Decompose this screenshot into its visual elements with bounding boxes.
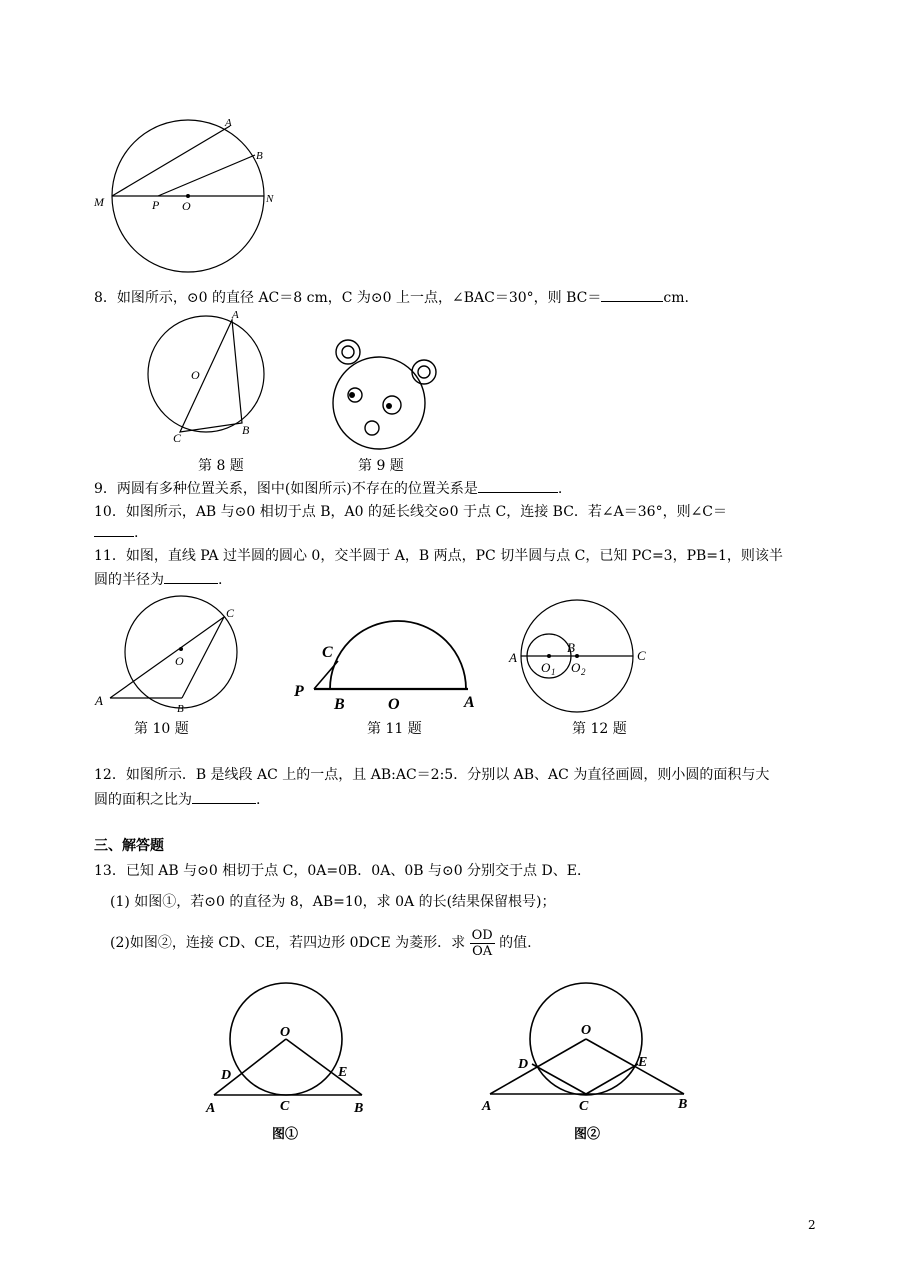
q13-frac-num: OD	[471, 927, 493, 943]
q8-caption: 第 8 题	[198, 458, 244, 474]
q9-caption: 第 9 题	[358, 458, 404, 474]
q13-part2-pre: (2)如图②，连接 CD、CE，若四边形 0DCE 为菱形．求	[110, 935, 466, 951]
q12-label-B: B	[567, 640, 575, 655]
q10-line2-post: .	[134, 525, 139, 541]
q9-answer-blank[interactable]	[478, 478, 558, 493]
q8-text-pre: 8．如图所示，⊙0 的直径 AC＝8 cm，C 为⊙0 上一点，∠BAC＝30°，则 BC＝	[94, 290, 602, 306]
page-number: 2	[808, 1218, 816, 1232]
q8-label-O: O	[191, 368, 200, 382]
q13-fig1-line-OA	[214, 1039, 286, 1095]
q10-label-C: C	[226, 606, 235, 620]
q11-semicircle	[330, 621, 466, 689]
q8-answer-blank[interactable]	[601, 287, 663, 302]
q9-text-pre: 9．两圆有多种位置关系，图中(如图所示)不存在的位置关系是	[94, 481, 478, 497]
q13-frac-den: OA	[472, 943, 493, 959]
q13-fig2-label-C: C	[579, 1099, 589, 1114]
q8-text-post: cm.	[663, 290, 689, 306]
q13-fig1-line-OB	[286, 1039, 362, 1095]
q10-answer-blank[interactable]	[94, 522, 134, 537]
q10-figure	[92, 595, 252, 715]
q7-label-M: M	[94, 195, 104, 209]
q12-label-A: A	[509, 650, 517, 665]
q9-right-ear-inner	[418, 366, 430, 378]
q13-fig1-caption: 图①	[272, 1126, 299, 1141]
q11-label-B: B	[334, 696, 345, 713]
q7-label-A: A	[225, 117, 232, 129]
q13-stem: 13．已知 AB 与⊙0 相切于点 C，0A=0B．0A、0B 与⊙0 分别交于点 D、E．	[94, 863, 591, 879]
q12-dot-O1	[547, 654, 551, 658]
q7-center-dot	[186, 194, 190, 198]
q9-right-ear-outer	[412, 360, 436, 384]
q13-fig1-label-C: C	[280, 1099, 290, 1114]
q12-caption: 第 12 题	[572, 721, 627, 737]
q11-label-P: P	[294, 683, 304, 700]
q12-label-O1: O	[541, 660, 551, 675]
q12-answer-blank[interactable]	[192, 789, 256, 804]
q11-line2-pre: 圆的半径为	[94, 572, 164, 588]
q11-tangent-PC	[314, 661, 338, 689]
q8-label-C: C	[173, 431, 182, 445]
q12-label-C: C	[637, 648, 646, 663]
q9-left-ear-outer	[336, 340, 360, 364]
q10-caption: 第 10 题	[134, 721, 189, 737]
q13-fig1-label-A: A	[206, 1101, 216, 1116]
q13-part2	[110, 925, 532, 961]
q10-chord-BC	[182, 617, 224, 698]
q13-fig1-label-B: B	[354, 1101, 364, 1116]
q11-figure	[290, 615, 490, 715]
q11-line2	[94, 569, 222, 591]
q9-figure	[330, 332, 450, 452]
q12-line2-post: .	[256, 792, 261, 808]
q7-label-P: P	[152, 198, 160, 212]
q9-right-eye	[383, 396, 401, 414]
q13-fig2-label-A: A	[482, 1099, 492, 1114]
q13-fig2-label-O: O	[581, 1023, 592, 1038]
q11-label-C: C	[322, 644, 333, 661]
q13-fig2-label-D: D	[518, 1057, 529, 1072]
q11-label-A: A	[464, 694, 475, 711]
q8-question	[94, 287, 689, 309]
section3-heading: 三、解答题	[94, 838, 164, 854]
q10-line1: 10．如图所示，AB 与⊙0 相切于点 B，A0 的延长线交⊙0 于点 C，连接 BC．若∠A＝36°，则∠C＝	[94, 504, 728, 520]
q12-line1: 12．如图所示．B 是线段 AC 上的一点，且 AB:AC＝2:5．分别以 AB、AC 为直径画圆，则小圆的面积与大	[94, 767, 770, 783]
q9-nose	[365, 421, 379, 435]
q13-figure2	[478, 978, 698, 1143]
q8-figure	[140, 308, 280, 448]
q13-part1: (1) 如图①，若⊙0 的直径为 8，AB=10，求 0A 的长(结果保留根号)；	[110, 894, 556, 910]
q9-text-post: .	[557, 481, 563, 497]
q9-left-ear-inner	[342, 346, 354, 358]
q13-fig1-label-E: E	[338, 1065, 348, 1080]
q13-part2-post: 的值.	[499, 935, 532, 951]
q11-line2-post: .	[218, 572, 223, 588]
q7-chord-MA	[112, 126, 230, 196]
q13-fig2-label-B: B	[678, 1097, 688, 1112]
q11-caption: 第 11 题	[367, 721, 422, 737]
q13-fraction	[470, 928, 495, 959]
q9-left-pupil	[349, 392, 355, 398]
q13-fig1-label-D: D	[221, 1068, 232, 1083]
q13-fig1-label-O: O	[280, 1025, 291, 1040]
q12-figure	[505, 600, 675, 715]
q10-label-O: O	[175, 654, 184, 668]
q12-label-O2: O	[571, 660, 581, 675]
q7-label-O: O	[182, 199, 191, 213]
q7-figure	[90, 110, 290, 280]
q12-line2	[94, 789, 260, 811]
q12-line2-pre: 圆的面积之比为	[94, 792, 192, 808]
q7-label-B: B	[256, 150, 263, 162]
q10-circle	[125, 596, 237, 708]
q7-label-N: N	[266, 193, 274, 205]
q8-triangle	[180, 320, 242, 432]
q11-answer-blank[interactable]	[164, 569, 218, 584]
q10-center-dot	[179, 647, 183, 651]
q11-label-O: O	[388, 696, 400, 713]
q10-line2	[94, 522, 138, 544]
q8-label-B: B	[242, 423, 250, 437]
q13-fig2-line-CD	[532, 1064, 586, 1094]
q10-line-AC	[110, 617, 224, 698]
q11-line1: 11．如图，直线 PA 过半圆的圆心 0，交半圆于 A，B 两点，PC 切半圆与点 C，已知 PC=3，PB=1，则该半	[94, 548, 783, 564]
q9-question	[94, 478, 562, 500]
q12-label-O2-sub: 2	[581, 667, 586, 677]
q13-fig2-line-CE	[586, 1064, 638, 1094]
q13-fig2-caption: 图②	[574, 1126, 601, 1141]
q8-label-A: A	[232, 309, 239, 321]
q12-dot-O2	[575, 654, 579, 658]
q10-label-A: A	[95, 693, 103, 708]
q13-fig2-label-E: E	[638, 1055, 648, 1070]
q8-circle	[148, 316, 264, 432]
q7-chord-PB	[158, 155, 255, 196]
q12-label-O1-sub: 1	[551, 667, 556, 677]
q9-big-circle	[333, 357, 425, 449]
q9-right-pupil	[386, 403, 392, 409]
q13-figure1	[200, 978, 380, 1143]
q10-label-B: B	[177, 703, 184, 715]
